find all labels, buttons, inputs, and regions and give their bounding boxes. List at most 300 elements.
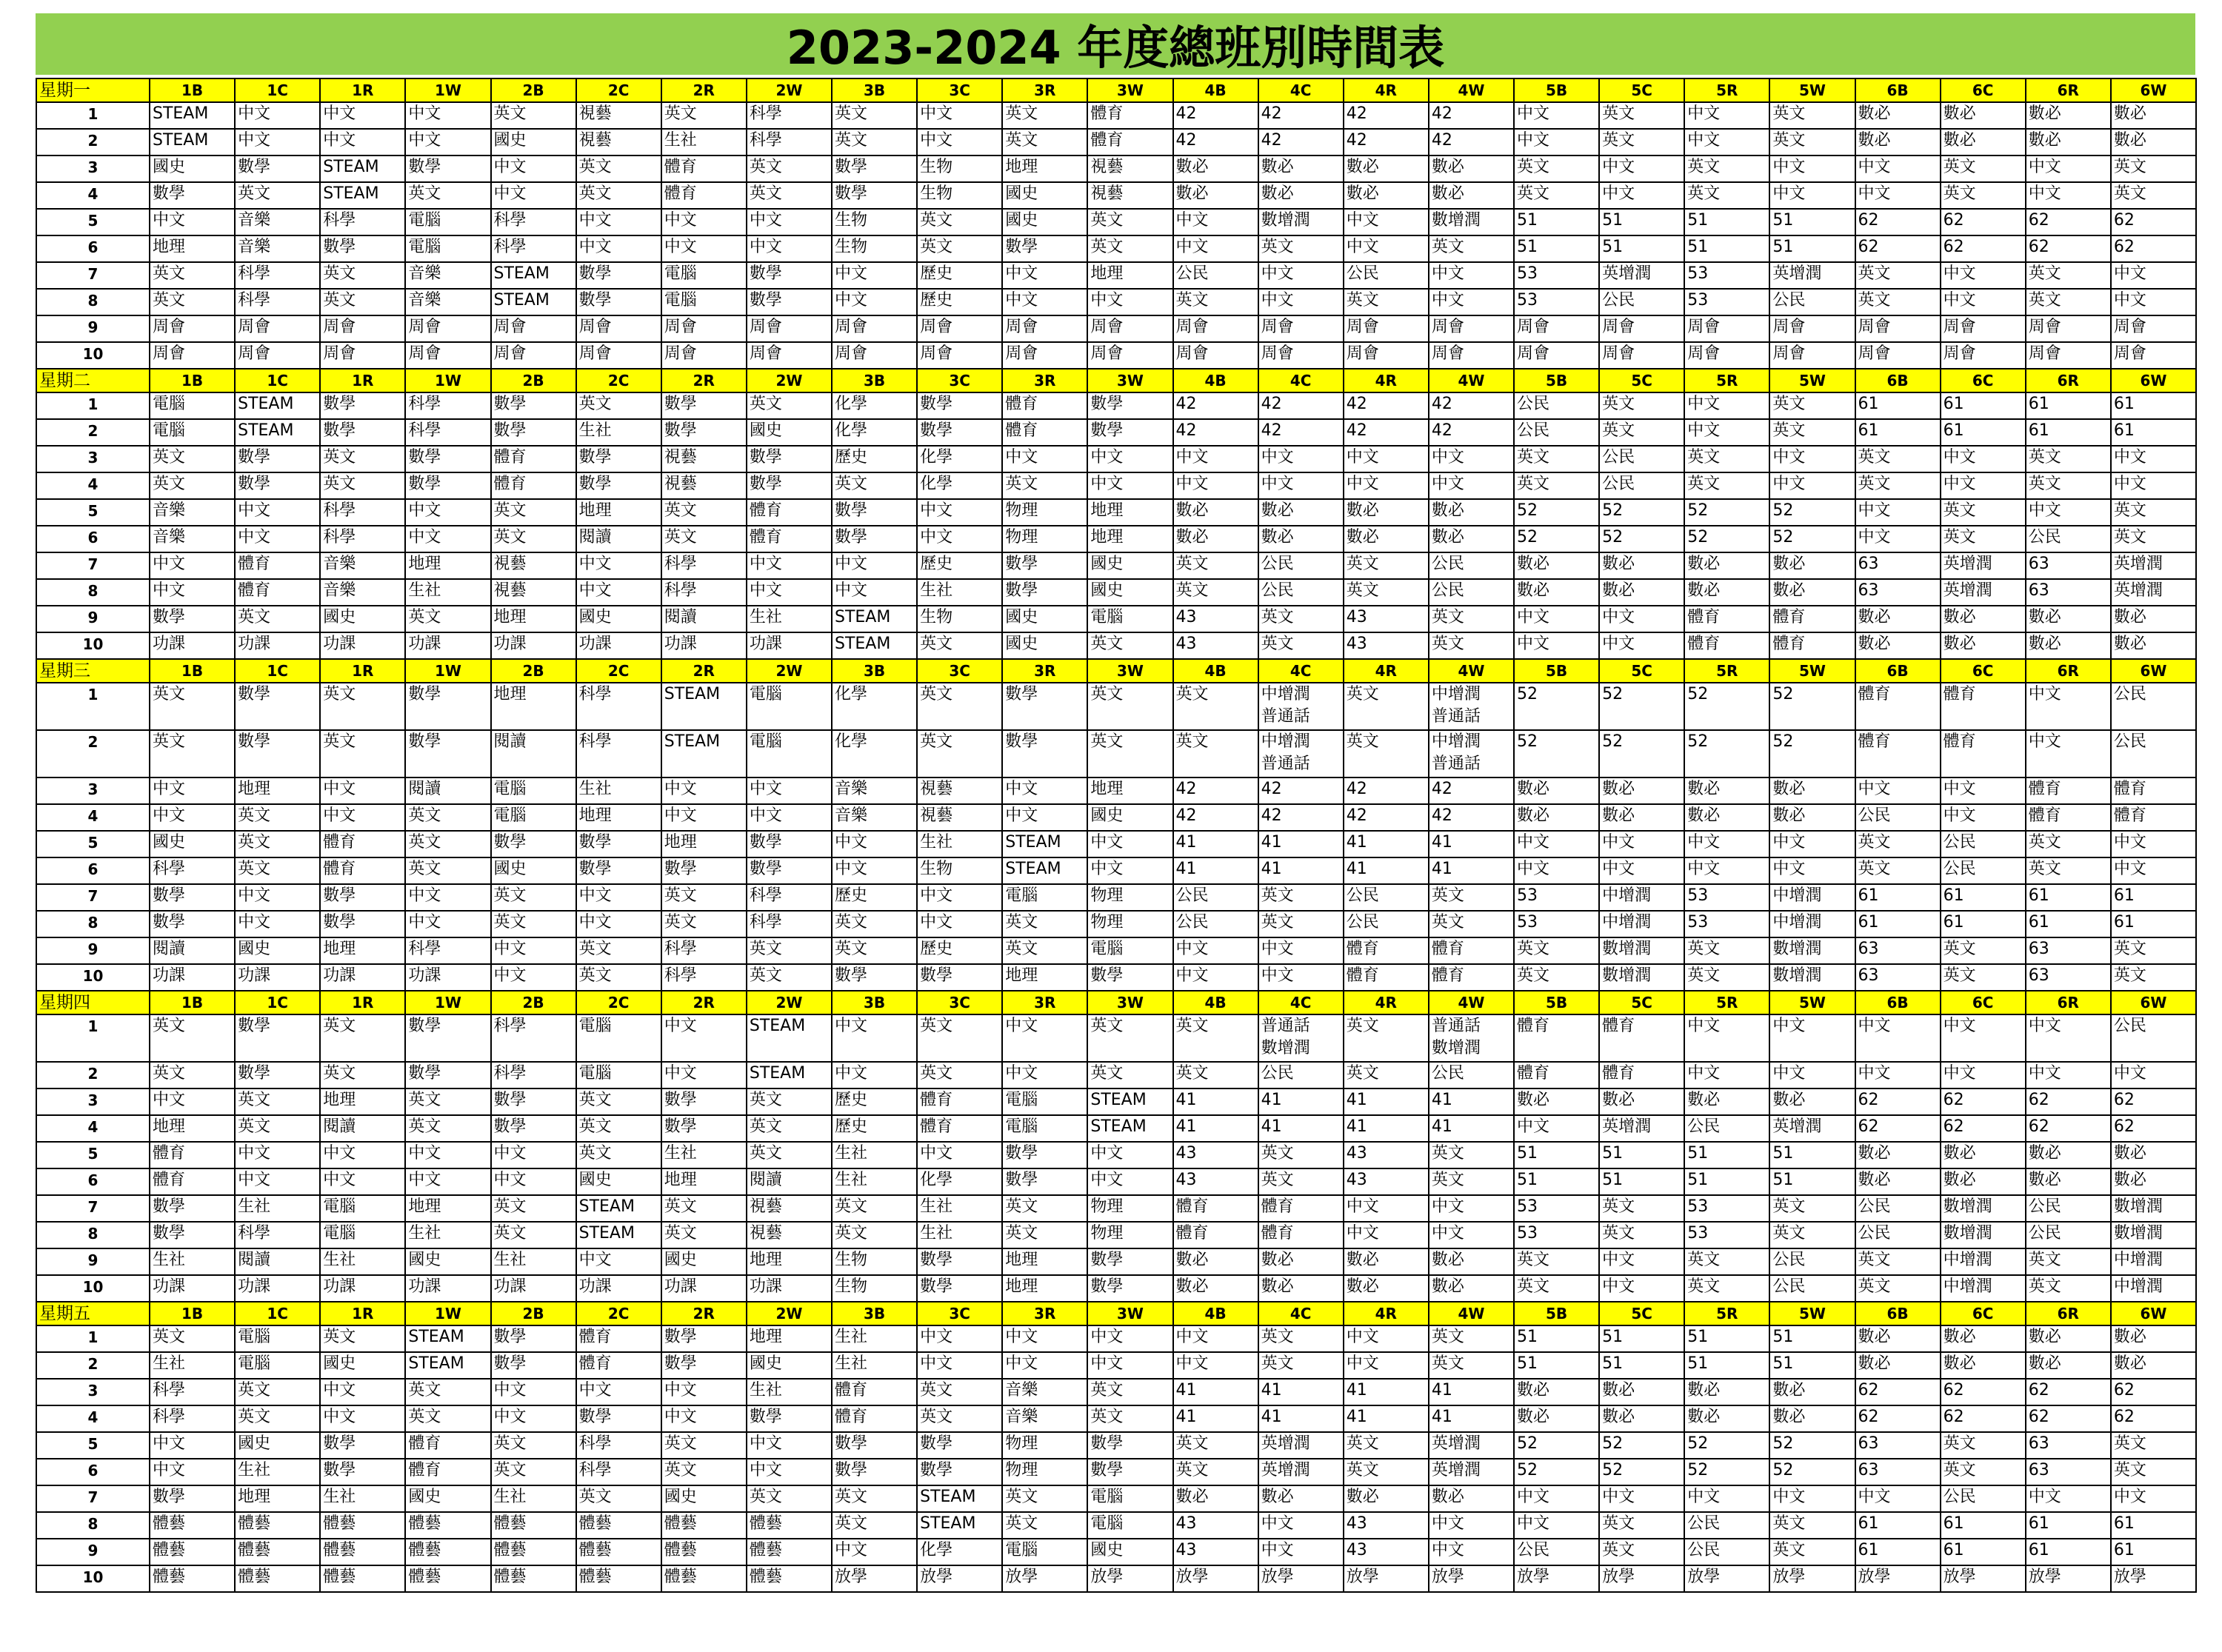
- subject-cell: 功課: [150, 632, 235, 659]
- period-number: 1: [36, 1325, 150, 1352]
- subject-cell: 數必: [1769, 777, 1855, 804]
- subject-cell: 體育: [405, 1432, 490, 1459]
- subject-cell: 41: [1258, 857, 1344, 884]
- subject-cell: 電腦: [576, 1062, 661, 1088]
- subject-cell: 放學: [1344, 1565, 1429, 1592]
- subject-cell: 英文: [576, 964, 661, 991]
- subject-cell: 中文: [1344, 1352, 1429, 1379]
- subject-cell: 英文: [917, 683, 1002, 730]
- subject-cell: 公民: [1769, 289, 1855, 315]
- subject-cell: 數學: [491, 392, 576, 419]
- subject-cell: 英文: [2111, 526, 2196, 552]
- subject-cell: 英文: [491, 526, 576, 552]
- subject-cell: 英文: [1769, 1539, 1855, 1565]
- subject-cell: 放學: [1599, 1565, 1684, 1592]
- period-row: [36, 1195, 2196, 1222]
- subject-cell: 數學: [917, 964, 1002, 991]
- period-row: [36, 1565, 2196, 1592]
- subject-cell: 音樂: [832, 777, 917, 804]
- class-header: 4C: [1258, 369, 1344, 392]
- subject-cell: 中文: [1173, 472, 1258, 499]
- subject-cell: 63: [2026, 1459, 2111, 1485]
- subject-cell: 周會: [491, 342, 576, 369]
- subject-cell: 體藝: [491, 1512, 576, 1539]
- subject-cell: 地理: [150, 235, 235, 262]
- subject-cell: 地理: [491, 606, 576, 632]
- subject-cell: 英文: [1855, 289, 1941, 315]
- subject-cell: 數增潤: [2111, 1222, 2196, 1248]
- subject-cell: 中文: [1514, 1115, 1599, 1142]
- subject-cell: 中文: [747, 235, 832, 262]
- subject-cell: 63: [2026, 937, 2111, 964]
- subject-cell: 52: [1769, 1432, 1855, 1459]
- subject-cell: 62: [1855, 1405, 1941, 1432]
- subject-cell: 英文: [1941, 1459, 2026, 1485]
- class-header: 6R: [2026, 1302, 2111, 1325]
- subject-cell: 英文: [235, 831, 320, 857]
- subject-cell: 英文: [1002, 1195, 1087, 1222]
- class-header: 4B: [1173, 78, 1258, 102]
- subject-cell: 化學: [917, 472, 1002, 499]
- subject-cell: 化學: [832, 392, 917, 419]
- subject-cell: STEAM: [405, 1325, 490, 1352]
- subject-cell: 中文: [2026, 182, 2111, 209]
- subject-cell: 數增潤: [1258, 209, 1344, 235]
- subject-cell: 數學: [491, 1325, 576, 1352]
- subject-cell: 數必: [1258, 182, 1344, 209]
- subject-cell: 電腦: [576, 1014, 661, 1062]
- subject-cell: 42: [1258, 777, 1344, 804]
- period-number: 10: [36, 1565, 150, 1592]
- subject-cell: 公民: [1599, 472, 1684, 499]
- subject-cell: 中增潤 普通話: [1258, 730, 1344, 777]
- subject-cell: 地理: [747, 1248, 832, 1275]
- subject-cell: 中文: [491, 182, 576, 209]
- subject-cell: 數學: [491, 1088, 576, 1115]
- subject-cell: 英文: [1599, 419, 1684, 446]
- subject-cell: 中文: [1769, 446, 1855, 472]
- subject-cell: 生物: [917, 606, 1002, 632]
- subject-cell: 周會: [491, 315, 576, 342]
- subject-cell: 公民: [1684, 1115, 1769, 1142]
- subject-cell: 中文: [235, 884, 320, 911]
- class-header: 6B: [1855, 1302, 1941, 1325]
- subject-cell: 62: [2026, 1088, 2111, 1115]
- subject-cell: 中文: [1855, 1062, 1941, 1088]
- subject-cell: 英文: [1599, 1195, 1684, 1222]
- subject-cell: 數學: [832, 1459, 917, 1485]
- subject-cell: 數學: [1087, 964, 1172, 991]
- subject-cell: STEAM: [1087, 1088, 1172, 1115]
- class-header: 6B: [1855, 991, 1941, 1014]
- subject-cell: 公民: [1344, 262, 1429, 289]
- subject-cell: 英文: [405, 182, 490, 209]
- day-header-row: [36, 1302, 2196, 1325]
- subject-cell: 英文: [1684, 155, 1769, 182]
- subject-cell: 數學: [832, 964, 917, 991]
- subject-cell: 公民: [2026, 1222, 2111, 1248]
- subject-cell: 英文: [747, 182, 832, 209]
- subject-cell: 英文: [150, 1325, 235, 1352]
- subject-cell: 中文: [1769, 1062, 1855, 1088]
- period-row: [36, 392, 2196, 419]
- subject-cell: 中文: [832, 289, 917, 315]
- period-number: 2: [36, 1352, 150, 1379]
- subject-cell: 地理: [1002, 155, 1087, 182]
- subject-cell: 數必: [1514, 1379, 1599, 1405]
- period-number: 2: [36, 730, 150, 777]
- subject-cell: 中文: [1173, 1325, 1258, 1352]
- subject-cell: 音樂: [1002, 1405, 1087, 1432]
- subject-cell: 41: [1429, 1115, 1514, 1142]
- subject-cell: 英文: [661, 1195, 747, 1222]
- subject-cell: 歷史: [832, 446, 917, 472]
- subject-cell: 數學: [917, 392, 1002, 419]
- class-header: 3W: [1087, 1302, 1172, 1325]
- subject-cell: 中文: [661, 235, 747, 262]
- subject-cell: 英文: [150, 472, 235, 499]
- subject-cell: 數必: [2111, 1325, 2196, 1352]
- subject-cell: 電腦: [1002, 1539, 1087, 1565]
- subject-cell: 公民: [2026, 526, 2111, 552]
- subject-cell: 中文: [661, 1405, 747, 1432]
- subject-cell: 英文: [1002, 937, 1087, 964]
- subject-cell: 科學: [405, 392, 490, 419]
- subject-cell: 英文: [1514, 937, 1599, 964]
- subject-cell: 51: [1514, 1168, 1599, 1195]
- subject-cell: 英文: [235, 1405, 320, 1432]
- subject-cell: 中文: [1684, 129, 1769, 155]
- subject-cell: 功課: [661, 1275, 747, 1302]
- subject-cell: 英文: [1599, 392, 1684, 419]
- subject-cell: 英文: [2111, 937, 2196, 964]
- subject-cell: 生社: [917, 579, 1002, 606]
- subject-cell: 數必: [1941, 1142, 2026, 1168]
- subject-cell: 電腦: [661, 289, 747, 315]
- subject-cell: 數必: [1173, 526, 1258, 552]
- subject-cell: 42: [1173, 392, 1258, 419]
- period-number: 5: [36, 209, 150, 235]
- subject-cell: 61: [2026, 1512, 2111, 1539]
- class-header: 5W: [1769, 991, 1855, 1014]
- subject-cell: 英文: [661, 526, 747, 552]
- subject-cell: 電腦: [1002, 884, 1087, 911]
- subject-cell: 英增潤: [1599, 1115, 1684, 1142]
- subject-cell: 數必: [1429, 1248, 1514, 1275]
- subject-cell: 電腦: [1002, 1088, 1087, 1115]
- subject-cell: 功課: [576, 1275, 661, 1302]
- subject-cell: 數學: [1002, 683, 1087, 730]
- subject-cell: 51: [1769, 1168, 1855, 1195]
- subject-cell: 功課: [661, 632, 747, 659]
- subject-cell: 英文: [1173, 579, 1258, 606]
- subject-cell: 中文: [2111, 1485, 2196, 1512]
- subject-cell: 數學: [661, 392, 747, 419]
- subject-cell: 周會: [576, 342, 661, 369]
- subject-cell: 公民: [1514, 419, 1599, 446]
- subject-cell: 生社: [235, 1195, 320, 1222]
- class-header: 1B: [150, 1302, 235, 1325]
- subject-cell: 中文: [1087, 1142, 1172, 1168]
- subject-cell: 52: [1599, 683, 1684, 730]
- class-header: 6R: [2026, 369, 2111, 392]
- period-row: [36, 209, 2196, 235]
- subject-cell: 英文: [235, 1088, 320, 1115]
- subject-cell: 52: [1769, 499, 1855, 526]
- subject-cell: 43: [1344, 1512, 1429, 1539]
- subject-cell: 公民: [1173, 262, 1258, 289]
- class-header: 2C: [576, 78, 661, 102]
- period-number: 1: [36, 102, 150, 129]
- subject-cell: 英文: [320, 730, 405, 777]
- subject-cell: 歷史: [832, 884, 917, 911]
- day-header-row: [36, 78, 2196, 102]
- subject-cell: 數必: [1941, 102, 2026, 129]
- subject-cell: 周會: [747, 315, 832, 342]
- class-header: 5R: [1684, 659, 1769, 683]
- subject-cell: 周會: [1344, 342, 1429, 369]
- subject-cell: 周會: [405, 315, 490, 342]
- subject-cell: 公民: [1599, 289, 1684, 315]
- subject-cell: 62: [2026, 235, 2111, 262]
- subject-cell: 英文: [1258, 606, 1344, 632]
- subject-cell: 體育: [320, 857, 405, 884]
- subject-cell: 中文: [150, 1088, 235, 1115]
- subject-cell: 英文: [1684, 937, 1769, 964]
- subject-cell: 61: [2026, 911, 2111, 937]
- class-header: 4W: [1429, 991, 1514, 1014]
- subject-cell: 化學: [917, 1539, 1002, 1565]
- class-header: 3R: [1002, 659, 1087, 683]
- subject-cell: 數學: [1087, 1248, 1172, 1275]
- subject-cell: 51: [1514, 1142, 1599, 1168]
- subject-cell: 中文: [2111, 289, 2196, 315]
- subject-cell: 生社: [661, 129, 747, 155]
- subject-cell: 英文: [1855, 1248, 1941, 1275]
- subject-cell: 數必: [1344, 526, 1429, 552]
- subject-cell: 中文: [832, 857, 917, 884]
- subject-cell: 41: [1258, 1379, 1344, 1405]
- class-header: 4R: [1344, 78, 1429, 102]
- subject-cell: 體藝: [235, 1565, 320, 1592]
- period-row: [36, 315, 2196, 342]
- subject-cell: 數學: [235, 446, 320, 472]
- period-number: 5: [36, 499, 150, 526]
- subject-cell: 體育: [832, 1405, 917, 1432]
- subject-cell: 中文: [150, 1432, 235, 1459]
- subject-cell: 放學: [1087, 1565, 1172, 1592]
- subject-cell: 英文: [2026, 262, 2111, 289]
- subject-cell: 中文: [1002, 289, 1087, 315]
- subject-cell: 體育: [1769, 606, 1855, 632]
- subject-cell: 數增潤: [1769, 937, 1855, 964]
- period-row: [36, 1539, 2196, 1565]
- subject-cell: 體育: [1769, 632, 1855, 659]
- subject-cell: 63: [2026, 964, 2111, 991]
- period-row: [36, 1062, 2196, 1088]
- subject-cell: 英文: [491, 1432, 576, 1459]
- subject-cell: 英文: [2026, 446, 2111, 472]
- subject-cell: 中文: [405, 102, 490, 129]
- subject-cell: 體藝: [576, 1565, 661, 1592]
- subject-cell: 英文: [1429, 911, 1514, 937]
- subject-cell: 生社: [491, 1485, 576, 1512]
- subject-cell: 生社: [235, 1459, 320, 1485]
- subject-cell: 62: [1941, 1379, 2026, 1405]
- subject-cell: 體育: [2026, 777, 2111, 804]
- subject-cell: 數增潤: [1769, 964, 1855, 991]
- subject-cell: 數必: [1941, 1352, 2026, 1379]
- subject-cell: 化學: [917, 1168, 1002, 1195]
- subject-cell: 51: [1684, 209, 1769, 235]
- subject-cell: 物理: [1002, 1459, 1087, 1485]
- subject-cell: 周會: [1258, 342, 1344, 369]
- subject-cell: 體藝: [405, 1512, 490, 1539]
- day-label: 星期三: [36, 659, 150, 683]
- period-number: 7: [36, 884, 150, 911]
- subject-cell: 英文: [2026, 472, 2111, 499]
- class-header: 4B: [1173, 991, 1258, 1014]
- subject-cell: 科學: [576, 683, 661, 730]
- subject-cell: 化學: [832, 683, 917, 730]
- subject-cell: 中文: [491, 1142, 576, 1168]
- subject-cell: 中文: [1258, 1512, 1344, 1539]
- subject-cell: STEAM: [576, 1222, 661, 1248]
- subject-cell: 中文: [1855, 1485, 1941, 1512]
- subject-cell: 中文: [2111, 831, 2196, 857]
- subject-cell: 63: [1855, 937, 1941, 964]
- subject-cell: 62: [2111, 1115, 2196, 1142]
- class-header: 4B: [1173, 369, 1258, 392]
- subject-cell: 英文: [1429, 1168, 1514, 1195]
- subject-cell: 43: [1344, 606, 1429, 632]
- subject-cell: 公民: [1684, 1539, 1769, 1565]
- subject-cell: 中文: [1087, 1168, 1172, 1195]
- subject-cell: 生物: [832, 1248, 917, 1275]
- subject-cell: 英文: [661, 884, 747, 911]
- subject-cell: 英文: [1173, 289, 1258, 315]
- subject-cell: 中文: [405, 1168, 490, 1195]
- subject-cell: 中文: [1941, 1014, 2026, 1062]
- subject-cell: 中文: [150, 804, 235, 831]
- subject-cell: 中文: [1514, 831, 1599, 857]
- period-number: 8: [36, 911, 150, 937]
- subject-cell: 數學: [1002, 1168, 1087, 1195]
- subject-cell: 音樂: [1002, 1379, 1087, 1405]
- subject-cell: 中文: [1684, 419, 1769, 446]
- subject-cell: 視藝: [491, 579, 576, 606]
- subject-cell: 體育: [1684, 632, 1769, 659]
- period-number: 6: [36, 857, 150, 884]
- subject-cell: 52: [1514, 1459, 1599, 1485]
- subject-cell: 英文: [2026, 289, 2111, 315]
- subject-cell: 數必: [1258, 1485, 1344, 1512]
- subject-cell: 中文: [1344, 1325, 1429, 1352]
- subject-cell: 英增潤: [1429, 1432, 1514, 1459]
- subject-cell: 周會: [1429, 315, 1514, 342]
- subject-cell: 英文: [2111, 964, 2196, 991]
- period-number: 9: [36, 1248, 150, 1275]
- subject-cell: 英文: [747, 155, 832, 182]
- subject-cell: 電腦: [1087, 937, 1172, 964]
- period-number: 3: [36, 155, 150, 182]
- subject-cell: 61: [1941, 419, 2026, 446]
- period-row: [36, 1352, 2196, 1379]
- timetable: [36, 78, 2197, 1593]
- subject-cell: 地理: [235, 777, 320, 804]
- subject-cell: 公民: [1769, 1248, 1855, 1275]
- subject-cell: 視藝: [576, 129, 661, 155]
- subject-cell: 數學: [320, 419, 405, 446]
- subject-cell: 51: [1684, 1142, 1769, 1168]
- subject-cell: 數學: [1002, 552, 1087, 579]
- subject-cell: 中文: [1173, 937, 1258, 964]
- subject-cell: 體育: [1173, 1222, 1258, 1248]
- subject-cell: 視藝: [747, 1195, 832, 1222]
- subject-cell: 62: [1941, 209, 2026, 235]
- class-header: 5C: [1599, 1302, 1684, 1325]
- subject-cell: 數必: [1599, 1088, 1684, 1115]
- subject-cell: 51: [1599, 209, 1684, 235]
- subject-cell: 國史: [1002, 632, 1087, 659]
- subject-cell: 數必: [1941, 1325, 2026, 1352]
- subject-cell: STEAM: [491, 289, 576, 315]
- subject-cell: STEAM: [405, 1352, 490, 1379]
- subject-cell: 數學: [1002, 235, 1087, 262]
- subject-cell: 中文: [1429, 1195, 1514, 1222]
- subject-cell: 周會: [1002, 342, 1087, 369]
- subject-cell: 地理: [661, 831, 747, 857]
- subject-cell: 公民: [1514, 1539, 1599, 1565]
- subject-cell: 英文: [150, 1062, 235, 1088]
- subject-cell: 中文: [576, 1379, 661, 1405]
- subject-cell: 功課: [576, 632, 661, 659]
- class-header: 5W: [1769, 369, 1855, 392]
- subject-cell: 英文: [832, 1195, 917, 1222]
- period-number: 1: [36, 392, 150, 419]
- subject-cell: 數必: [2026, 1352, 2111, 1379]
- subject-cell: 42: [1344, 777, 1429, 804]
- subject-cell: 體藝: [235, 1539, 320, 1565]
- subject-cell: 體育: [1258, 1222, 1344, 1248]
- period-row: [36, 1168, 2196, 1195]
- subject-cell: 中文: [405, 884, 490, 911]
- class-header: 2B: [491, 78, 576, 102]
- subject-cell: 中文: [491, 1379, 576, 1405]
- subject-cell: 數學: [747, 472, 832, 499]
- class-header: 2B: [491, 369, 576, 392]
- subject-cell: 62: [1941, 1088, 2026, 1115]
- period-number: 5: [36, 1432, 150, 1459]
- subject-cell: 生社: [832, 1142, 917, 1168]
- subject-cell: 英文: [1258, 1168, 1344, 1195]
- subject-cell: 國史: [150, 831, 235, 857]
- class-header: 6C: [1941, 659, 2026, 683]
- period-number: 6: [36, 1459, 150, 1485]
- class-header: 3B: [832, 1302, 917, 1325]
- period-number: 3: [36, 446, 150, 472]
- subject-cell: 數必: [1599, 804, 1684, 831]
- subject-cell: 數學: [1087, 1275, 1172, 1302]
- subject-cell: 電腦: [235, 1325, 320, 1352]
- subject-cell: 科學: [235, 289, 320, 315]
- subject-cell: 42: [1429, 777, 1514, 804]
- subject-cell: 生物: [917, 155, 1002, 182]
- subject-cell: 周會: [1429, 342, 1514, 369]
- subject-cell: 數必: [1941, 1168, 2026, 1195]
- subject-cell: 英文: [1429, 1352, 1514, 1379]
- subject-cell: 數必: [1769, 579, 1855, 606]
